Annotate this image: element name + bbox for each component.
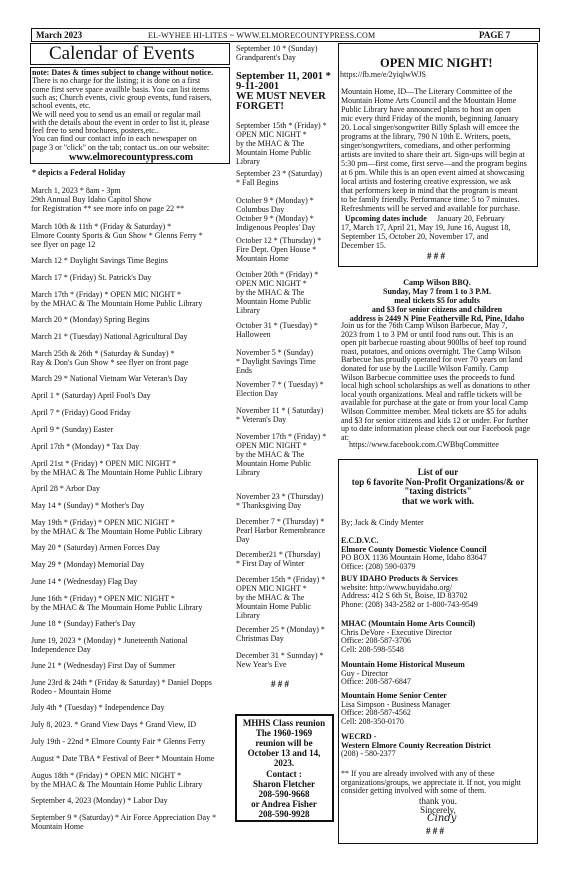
event-line: by the MHAC & The <box>236 593 305 602</box>
event-line: Mountain Home Public <box>236 459 312 468</box>
event-line: June 21 * (Wednesday) First Day of Summer <box>31 661 176 670</box>
nonprofits-byline: By; Jack & Cindy Menter <box>341 518 424 527</box>
upcoming-line: September 15, October 20, November 17, and <box>341 232 489 241</box>
holiday-note: * depicts a Federal Holiday <box>32 168 126 177</box>
event-line: Library <box>236 306 260 315</box>
event-line: Independence Day <box>31 645 91 654</box>
event-line: September 10 * (Sunday) <box>236 44 318 53</box>
event-line: Grandparent's Day <box>236 53 296 62</box>
reunion-line: October 13 and 14, <box>247 748 321 759</box>
camp-body-line: up to date information please check out our Facebook page <box>341 424 531 434</box>
body-line: artists are invited to share their art. Sign-ups will begin at <box>341 150 525 159</box>
camp-body-line: local high school scholarships as well as donations to other <box>341 381 531 391</box>
np-title-line: top 6 favorite Non-Profit Organizations/& or <box>351 476 525 487</box>
upcoming-line: December 15. <box>341 241 386 250</box>
reunion-line: 208-590-9668 <box>258 788 310 799</box>
issue-date: March 2023 <box>36 30 83 40</box>
event-line: Mountain Home Public <box>236 297 312 306</box>
reunion-line: 2023. <box>273 758 295 769</box>
note-line: You can find our contact info in each newspaper on <box>32 134 197 144</box>
event-line: March 10th & 11th * (Friday & Saturday) * <box>31 222 172 231</box>
event-line: Mountain Home Public <box>236 602 312 611</box>
footnote-line: organizations/groups, we appreciate it. If not, you might <box>341 777 521 787</box>
event-line: March 12 * Daylight Savings Time Begins <box>31 256 168 265</box>
org-line: Chris DeVore - Executive Director <box>341 627 452 637</box>
event-line: OPEN MIC NIGHT * <box>236 584 307 593</box>
camp-heading-line: Camp Wilson BBQ. <box>403 278 471 287</box>
event-line: November 17th * (Friday) * <box>236 432 327 441</box>
event-line: Library <box>236 468 260 477</box>
event-line: * Thanksgiving Day <box>236 501 302 510</box>
event-line: November 7 * ( Tuesday) * <box>236 380 324 389</box>
event-line: Christmas Day <box>236 634 284 643</box>
event-line: Rodeo - Mountain Home <box>31 687 112 696</box>
event-line: OPEN MIC NIGHT * <box>236 279 307 288</box>
camp-body-line: Wilson Committee member. Meal tickets are $5 for adults <box>341 407 527 416</box>
camp-body-line: available for purchase at the gate or from your local Camp <box>341 398 529 408</box>
open-mic-end-mark: # # # <box>427 251 445 261</box>
event-line: * First Day of Winter <box>236 559 305 568</box>
event-line: October 9 * (Monday) * <box>236 214 314 223</box>
org-line: Western Elmore County Recreation District <box>341 740 491 750</box>
event-line: October 31 * (Tuesday) * <box>236 321 318 330</box>
org-name: Mountain Home Senior Center <box>341 691 447 700</box>
np-title-line: "taxing districts" <box>404 486 472 496</box>
org-line: Elmore County Domestic Violence Council <box>341 544 487 554</box>
footnote-line: consider getting involved with some of them. <box>341 786 487 796</box>
event-line: June 14 * (Wednesday) Flag Day <box>31 577 138 586</box>
org-line: Office: 208-587-3706 <box>341 636 411 646</box>
event-line: November 11 * ( Saturday) <box>236 406 324 415</box>
org-line: Phone: (208) 343-2582 or 1-800-743-9549 <box>341 599 478 609</box>
camp-body-line: and $3 for senior citizens and kids 12 or under. For further <box>341 415 529 425</box>
event-line: December 15th * (Friday) * <box>236 575 326 584</box>
event-line: Mountain Home <box>236 254 289 263</box>
note-line: page 3 or "click" on the tab; contact us..on our website: <box>32 142 210 152</box>
event-line: OPEN MIC NIGHT * <box>236 130 307 139</box>
event-line: by the MHAC & The <box>236 288 305 297</box>
camp-heading-line: meal tickets $5 for adults <box>394 296 480 305</box>
org-line: Lisa Simpson - Business Manager <box>341 699 451 709</box>
event-line: OPEN MIC NIGHT * <box>236 441 307 450</box>
body-line: Public Library have announced plans to host an open <box>341 105 511 114</box>
event-line: Mountain Home <box>31 822 84 831</box>
event-line: Fire Dept. Open House * <box>236 245 317 254</box>
camp-body-line: local youth organizations. Meal and raffle tickets will be <box>341 389 522 399</box>
note-line: feel free to send brochures, posters,etc.. <box>32 126 159 136</box>
org-name: E.C.D.V.C. <box>341 536 379 545</box>
event-line: September 15th * (Friday) * <box>236 121 327 130</box>
body-line: to be family friendly. Performance time: 5 to 7 minutes. <box>341 195 520 204</box>
event-line: April 21st * (Friday) * OPEN MIC NIGHT * <box>31 459 177 468</box>
event-line: * Veteran's Day <box>236 415 287 424</box>
org-line: Address: 412 S 6th St, Boise, ID 83702 <box>341 591 468 601</box>
event-line: April 7 * (Friday) Good Friday <box>31 408 131 417</box>
signature: Cindy <box>427 813 457 824</box>
event-line: by the MHAC & The Mountain Home Public Library <box>31 299 203 308</box>
reunion-line: reunion will be <box>255 738 313 749</box>
org-line: Guy - Director <box>341 668 389 678</box>
event-line: September 4, 2023 (Monday) * Labor Day <box>31 796 168 805</box>
event-line: May 20 * (Saturday) Armen Forces Day <box>31 543 160 552</box>
body-line: Refreshments will be served and available for purchase. <box>341 204 521 213</box>
event-line: Day <box>236 535 250 544</box>
body-line: at 6 pm. While this is an open event aimed at showcasing <box>341 168 525 177</box>
event-line: November 23 * (Thursday) <box>236 492 324 501</box>
masthead: EL-WYHEE HI-LITES ~ WWW.ELMORECOUNTYPRESS.COM <box>148 31 376 40</box>
closing-line: Sincerely, <box>420 805 456 815</box>
event-line: Halloween <box>236 330 271 339</box>
org-name: WECRD - <box>341 732 377 741</box>
camp-body-line: Join us for the 76th Camp Wilson Barbecue, May 7, <box>341 321 508 330</box>
event-line: Pearl Harbor Remembrance <box>236 526 326 535</box>
event-line: Library <box>236 611 260 620</box>
event-line: November 5 * (Sunday) <box>236 348 314 357</box>
event-line: Elmore County Sports & Gun Show * Glenns Ferry * <box>31 231 203 240</box>
event-line: May 29 * (Monday) Memorial Day <box>31 560 145 569</box>
event-line: for Registration ** see more info on page 22 ** <box>31 204 185 213</box>
org-line: (208) - 580-2377 <box>341 749 396 759</box>
event-line: by the MHAC & The Mountain Home Public Library <box>31 603 203 612</box>
event-line: December 31 * Sunnday) * <box>236 651 324 660</box>
camp-body-line: open pit barbecue roasting about 900lbs of beef top round <box>341 338 527 348</box>
event-line: July 8, 2023. * Grand View Days * Grand View, ID <box>31 720 197 729</box>
org-line: Office: 208-587-4562 <box>341 708 411 718</box>
org-name: MHAC (Mountain Home Arts Council) <box>341 619 476 628</box>
event-line: Ends <box>236 366 252 375</box>
event-line: * Daylight Savings Time <box>236 357 316 366</box>
org-line: website: http://www.buyidaho.org/ <box>341 582 453 592</box>
body-line: Mountain Home Arts Council and the Mountain Home <box>341 96 517 105</box>
event-line: March 21 * (Tuesday) National Agricultural Day <box>31 332 188 341</box>
event-line: March 29 * National Vietnam War Veteran's Day <box>31 374 188 383</box>
body-line: Mountain Home, ID—The Literary Committee of the <box>341 87 513 96</box>
org-line: PO BOX 1136 Mountain Home, Idaho 83647 <box>341 553 487 563</box>
calendar-end-mark: # # # <box>271 679 289 689</box>
camp-heading-line: Sunday, May 7 from 1 to 3 P.M. <box>382 287 492 296</box>
upcoming-label: Upcoming dates include <box>345 214 427 223</box>
event-line: May 14 * (Sunday) * Mother's Day <box>31 501 145 510</box>
event-line: December 25 * (Monday) * <box>236 625 325 634</box>
org-name: Mountain Home Historical Museum <box>341 660 465 669</box>
event-line: Ray & Don's Gun Show * see flyer on front page <box>31 358 189 367</box>
event-line: April 28 * Arbor Day <box>31 484 100 493</box>
event-line: June 23rd & 24th * (Friday & Saturday) * Daniel Dopps <box>31 678 212 687</box>
event-line: June 16th * (Friday) * OPEN MIC NIGHT * <box>31 594 175 603</box>
event-line: by the MHAC & The <box>236 450 305 459</box>
event-line: Augus 18th * (Friday) * OPEN MIC NIGHT * <box>31 771 182 780</box>
event-line: by the MHAC & The Mountain Home Public Library <box>31 468 203 477</box>
open-mic-link[interactable]: https://fb.me/e/2yiqlwWJS <box>340 70 426 79</box>
camp-wilson-link[interactable]: https://www.facebook.com.CWBbqCommittee <box>349 440 499 449</box>
event-line: December 7 * (Thursday) * <box>236 517 325 526</box>
event-line: March 25th & 26th * (Saturday & Sunday) * <box>31 349 175 358</box>
body-line: programs at the library, 790 N 10th E. Writers, poets, <box>341 132 511 141</box>
camp-heading-line: and $3 for senior citizens and children <box>371 305 503 314</box>
note-line: such as; Church events, civic group events, fund raisers, <box>32 92 212 102</box>
event-line: * Fall Begins <box>236 178 279 187</box>
event-line: July 4th * (Tuesday) * Independence Day <box>31 703 165 712</box>
body-line: that performers keep in mind that the program is meant <box>341 186 518 195</box>
event-line: Indigenous Peoples' Day <box>236 223 316 232</box>
open-mic-title: OPEN MIC NIGHT! <box>380 56 493 70</box>
body-line: mic every third Friday of the month, beginning January <box>341 114 519 123</box>
event-line: Election Day <box>236 389 278 398</box>
note-line: with the details about the event in order to list it, please <box>32 117 210 127</box>
event-line: June 19, 2023 * (Monday) * Juneteenth National <box>31 636 188 645</box>
body-line: singer/songwriters, comedians, and other performing <box>341 141 511 150</box>
reunion-line: Contact : <box>266 768 302 779</box>
event-line: see flyer on page 12 <box>31 240 96 249</box>
note-line: school events, etc. <box>32 101 91 111</box>
reunion-line: or Andrea Fisher <box>251 798 317 809</box>
upcoming-line: 17, March 17, April 21, May 19, June 16, August 18, <box>341 223 511 232</box>
event-line: April 17th * (Monday) * Tax Day <box>31 442 140 451</box>
event-line: Library <box>236 157 260 166</box>
website-link[interactable]: www.elmorecountypress.com <box>69 152 194 163</box>
camp-body-line: 2023 from 1 to 3 PM or until food runs out. This is an <box>341 329 514 339</box>
camp-body-line: donated for use by the Lucille Wilson Family. Camp <box>341 364 509 373</box>
np-title-line: List of our <box>417 467 459 477</box>
sept11-line: September 11, 2001 * <box>236 71 331 82</box>
reunion-line: MHHS Class reunion <box>242 718 326 728</box>
event-line: April 1 * (Saturday) April Fool's Day <box>31 391 151 400</box>
event-line: by the MHAC & The Mountain Home Public Library <box>31 527 203 536</box>
event-line: March 17th * (Friday) * OPEN MIC NIGHT * <box>31 290 182 299</box>
camp-body-line: at: <box>341 432 349 442</box>
event-line: by the MHAC & The <box>236 139 305 148</box>
event-line: October 9 * (Monday) * <box>236 196 314 205</box>
body-line: 5:30 pm—first come, first serve—and the program begins <box>341 159 527 168</box>
org-line: Cell: 208-598-5548 <box>341 644 404 654</box>
reunion-line: The 1960-1969 <box>255 728 313 739</box>
np-title-line: that we work with. <box>402 495 474 506</box>
event-line: Columbus Day <box>236 205 285 214</box>
org-line: Office: (208) 590-0379 <box>341 561 416 571</box>
sept11-line: FORGET! <box>236 101 284 112</box>
nonprofits-end-mark: # # # <box>426 826 444 836</box>
camp-heading-line: address is 2449 N Pine Featherville Rd, Pine, Idaho <box>349 314 525 323</box>
calendar-title: Calendar of Events <box>49 43 195 64</box>
body-line: 20. Local singer/songwriter Billy Splash will emcee the <box>341 123 520 132</box>
event-line: by the MHAC & The Mountain Home Public Library <box>31 780 203 789</box>
note-line: come first serve space availble basis. You can list items <box>32 84 210 94</box>
sept11-line: 9-11-2001 <box>236 81 280 92</box>
event-line: September 23 * (Saturday) <box>236 169 322 178</box>
footnote-line: ** If you are already involved with any of these <box>341 769 495 778</box>
org-line: Cell: 208-350-0170 <box>341 716 404 726</box>
org-line: Office: 208-587-6847 <box>341 677 411 687</box>
event-line: Mountain Home Public <box>236 148 312 157</box>
reunion-line: 208-590-9928 <box>258 808 310 819</box>
event-line: 29th Annual Buy Idaho Capitol Show <box>31 195 152 204</box>
event-line: August * Date TBA * Festival of Beer * Mountain Home <box>31 754 215 763</box>
event-line: October 12 * (Thursday) * <box>236 236 322 245</box>
event-line: March 20 * (Monday) Spring Begins <box>31 315 150 324</box>
event-line: March 17 * (Friday) St. Patrick's Day <box>31 273 152 282</box>
note-line: There is no charge for the listing; it is done on a first <box>32 76 201 86</box>
event-line: March 1, 2023 * 8am - 3pm <box>31 186 121 195</box>
event-line: December21 * (Thursday) <box>236 550 321 559</box>
upcoming-line: January 20, February <box>437 214 505 223</box>
closing-line: thank you. <box>419 796 457 806</box>
event-line: New Year's Eve <box>236 660 287 669</box>
camp-body-line: Wilson Barbecue committee uses the proceeds to fund <box>341 372 515 382</box>
event-line: July 19th - 22nd * Elmore County Fair * Glenns Ferry <box>31 737 206 746</box>
reunion-line: Sharon Fletcher <box>252 778 316 789</box>
event-line: October 20th * (Friday) * <box>236 270 319 279</box>
event-line: September 9 * (Saturday) * Air Force Appreciation Day * <box>31 813 217 822</box>
note-line: We will need you to send us an email or regular mail <box>32 109 201 119</box>
org-name: BUY IDAHO Products & Services <box>341 574 458 583</box>
note-line: note: Dates & times subject to change without notice. <box>32 68 214 77</box>
event-line: May 19th * (Friday) * OPEN MIC NIGHT * <box>31 518 175 527</box>
sept11-line: WE MUST NEVER <box>236 91 326 102</box>
camp-body-line: roast, potatoes, and onions overnight. The Camp Wilson <box>341 346 521 356</box>
event-line: April 9 * (Sunday) Easter <box>31 425 114 434</box>
body-line: local artists and fostering creative expression, we ask <box>341 177 512 186</box>
page-number: PAGE 7 <box>479 30 511 40</box>
event-line: June 18 * (Sunday) Father's Day <box>31 619 136 628</box>
camp-body-line: Barbecue has proudly operated for over 70 years on land <box>341 355 523 365</box>
